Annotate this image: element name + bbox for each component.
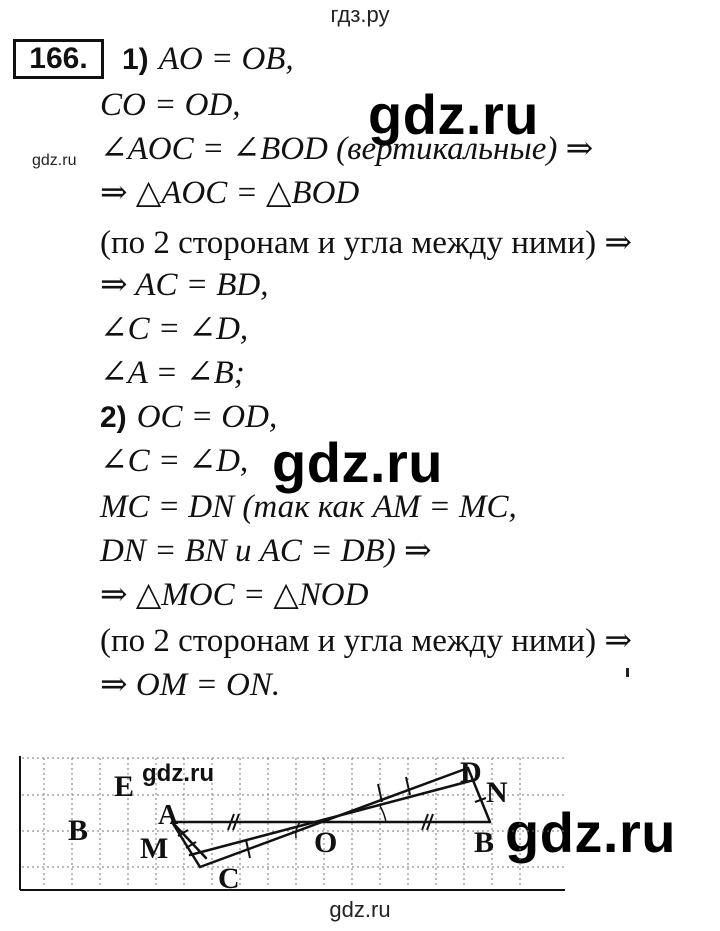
site-header: гдз.ру <box>330 2 390 27</box>
solution-line-11: MC = DN (так как AM = MC, <box>100 489 517 525</box>
part-2-label: 2) <box>100 401 127 434</box>
point-label-b-left: B <box>68 814 89 847</box>
solution-line-13: ⇒ △MOC = △NOD <box>100 577 369 613</box>
watermark-large: gdz.ru <box>505 801 676 864</box>
point-label-c: C <box>218 862 240 895</box>
watermark-large: gdz.ru <box>272 431 443 494</box>
site-footer: gdz.ru <box>329 897 391 922</box>
solution-line-1 <box>122 40 294 79</box>
point-label-b: B <box>474 826 495 859</box>
solution-line-2: CO = OD, <box>100 87 241 123</box>
solution-line-1-text: AO = OB, <box>158 41 294 77</box>
geometry-figure <box>0 740 720 900</box>
solution-line-6: ⇒ AC = BD, <box>100 267 269 303</box>
solution-line-15: ⇒ OM = ON. <box>100 667 281 703</box>
watermark-small: gdz.ru <box>32 152 77 169</box>
solution-line-9 <box>100 398 277 437</box>
solution-line-14: (по 2 сторонам и угла между ними) ⇒ <box>100 623 632 659</box>
solution-line-5: (по 2 сторонам и угла между ними) ⇒ <box>100 225 632 261</box>
watermark-large: gdz.ru <box>368 83 539 146</box>
part-1-label: 1) <box>122 43 149 76</box>
point-label-n: N <box>486 776 508 809</box>
point-label-e: E <box>114 770 135 803</box>
solution-line-7: ∠C = ∠D, <box>100 311 249 347</box>
solution-line-12: DN = BN и AC = DB) ⇒ <box>100 533 432 569</box>
point-label-m: M <box>140 832 169 865</box>
solution-line-8: ∠A = ∠B; <box>100 355 245 391</box>
solution-line-3: ∠AOC = ∠BOD (вертикальные) ⇒ <box>100 131 594 167</box>
solution-line-4: ⇒ △AOC = △BOD <box>100 175 360 211</box>
solution-line-9-text: OC = OD, <box>136 399 278 435</box>
point-label-o: O <box>314 826 338 859</box>
point-label-d: D <box>460 756 482 789</box>
watermark-figure: gdz.ru <box>142 760 214 787</box>
point-label-a: A <box>158 800 179 831</box>
problem-number: 166. <box>13 39 104 79</box>
ink-speck <box>626 668 629 677</box>
solution-line-10: ∠C = ∠D, <box>100 443 249 479</box>
